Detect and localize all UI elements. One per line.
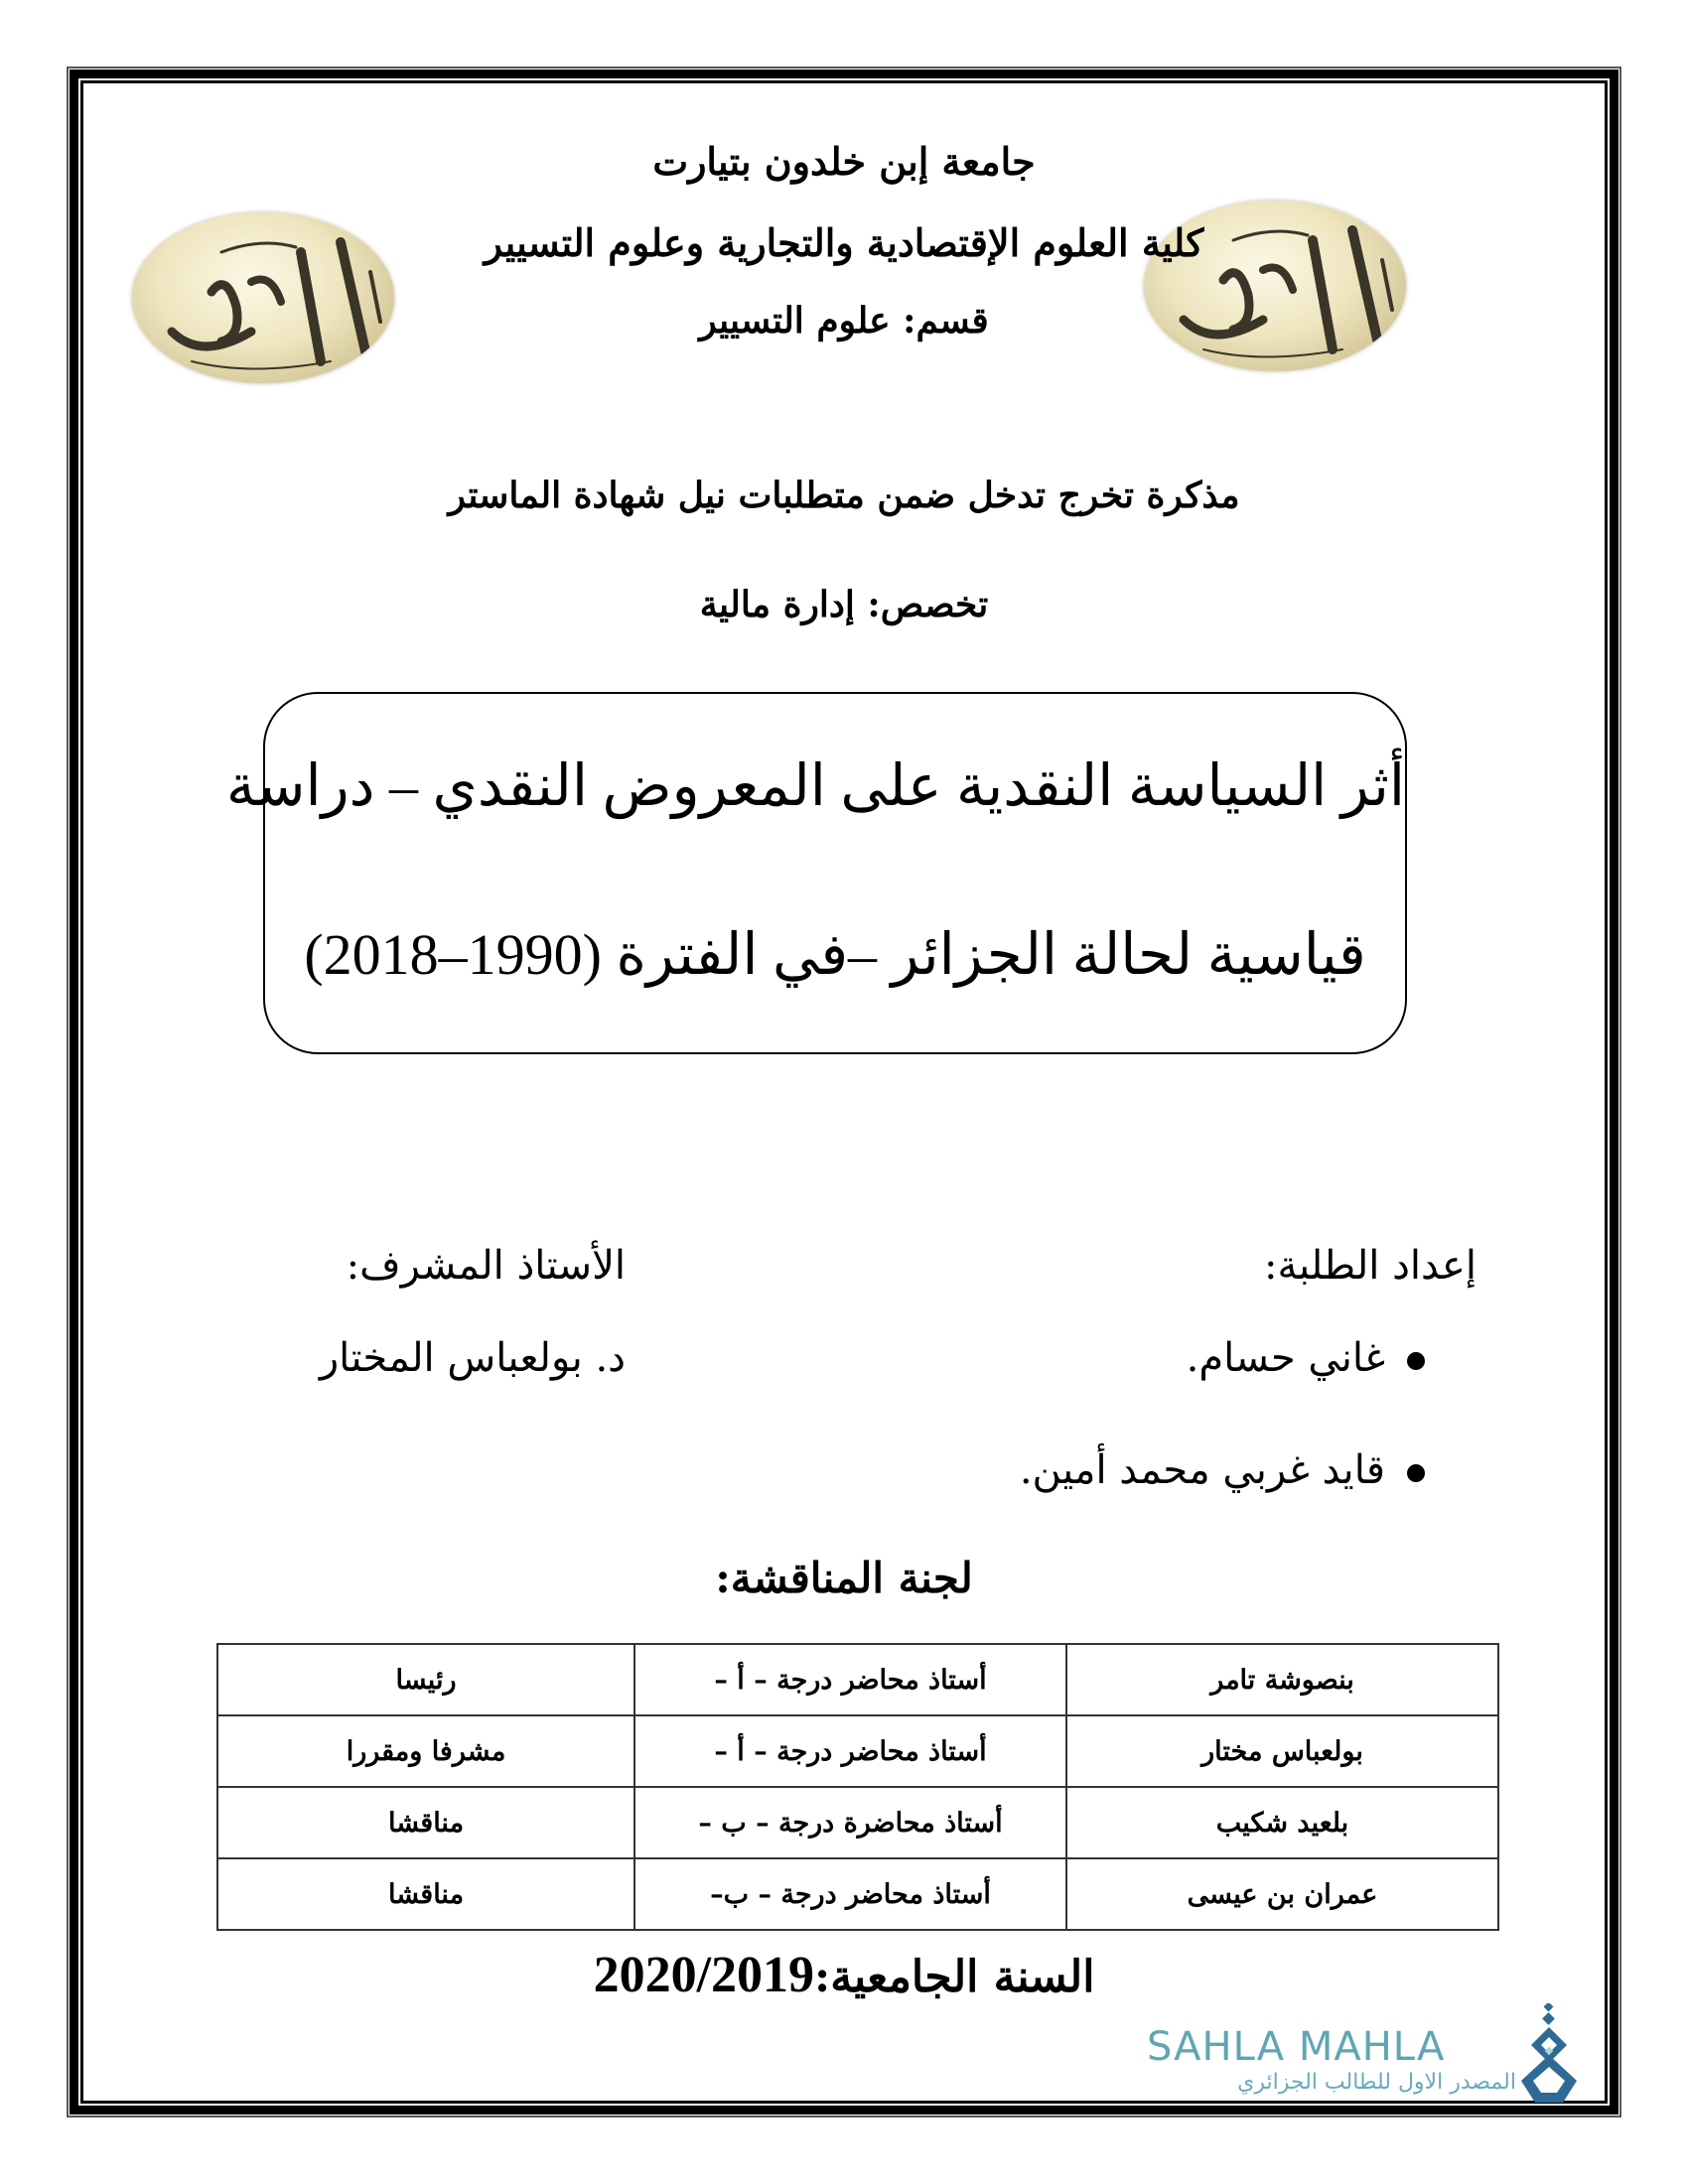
bullet-icon bbox=[1407, 1352, 1425, 1370]
student-item bbox=[1020, 1447, 1425, 1493]
university-name: جامعة إبن خلدون بتيارت bbox=[652, 139, 1036, 184]
specialty: تخصص: إدارة مالية bbox=[699, 584, 989, 625]
department-name: قسم: علوم التسيير bbox=[699, 300, 989, 341]
committee-table bbox=[216, 1643, 1499, 1931]
academic-year bbox=[0, 1946, 1688, 2004]
member-name: بولعباس مختار bbox=[1066, 1715, 1498, 1787]
memo-statement: مذكرة تخرج تدخل ضمن متطلبات نيل شهادة الماستر bbox=[448, 475, 1240, 516]
table-row bbox=[217, 1787, 1498, 1858]
student-name: غاني حسام. bbox=[1186, 1335, 1385, 1381]
brand-name: SAHLA MAHLA bbox=[1147, 2024, 1446, 2070]
thesis-title-line-2: قياسية لحالة الجزائر –في الفترة (1990–2018) bbox=[304, 922, 1366, 987]
member-rank: أستاذ محاضر درجة – أ – bbox=[634, 1644, 1066, 1715]
student-item bbox=[1187, 1335, 1425, 1381]
member-name: بلعيد شكيب bbox=[1066, 1787, 1498, 1858]
member-role: مناقشا bbox=[217, 1858, 634, 1930]
member-name: عمران بن عيسى bbox=[1066, 1858, 1498, 1930]
member-role: مشرفا ومقررا bbox=[217, 1715, 634, 1787]
academic-year-value: 2020/2019 bbox=[593, 1947, 815, 2003]
bullet-icon bbox=[1407, 1464, 1425, 1482]
member-role: مناقشا bbox=[217, 1787, 634, 1858]
table-row bbox=[217, 1858, 1498, 1930]
member-name: بنصوشة تامر bbox=[1066, 1644, 1498, 1715]
thesis-title-box bbox=[225, 692, 1407, 1054]
sahla-mahla-logo-icon bbox=[1519, 2003, 1579, 2108]
table-row bbox=[217, 1715, 1498, 1787]
thesis-title-line-1: أثر السياسة النقدية على المعروض النقدي – دراسة bbox=[225, 753, 1405, 818]
watermark-brand bbox=[1147, 2025, 1524, 2097]
committee-heading: لجنة المناقشة: bbox=[715, 1554, 973, 1602]
prepared-by-label: إعداد الطلبة: bbox=[1264, 1243, 1477, 1289]
student-name: قايد غربي محمد أمين. bbox=[1019, 1447, 1385, 1493]
academic-year-label: السنة الجامعية: bbox=[814, 1952, 1095, 2002]
supervisor-label: الأستاذ المشرف: bbox=[346, 1243, 626, 1289]
faculty-name: كلية العلوم الإقتصادية والتجارية وعلوم التسيير bbox=[484, 220, 1204, 265]
member-rank: أستاذ محاضرة درجة – ب – bbox=[634, 1787, 1066, 1858]
table-row bbox=[217, 1644, 1498, 1715]
supervisor-name: د. بولعباس المختار bbox=[319, 1335, 626, 1381]
member-role: رئيسا bbox=[217, 1644, 634, 1715]
brand-tagline: المصدر الاول للطالب الجزائري bbox=[1237, 2070, 1516, 2095]
member-rank: أستاذ محاضر درجة – ب– bbox=[634, 1858, 1066, 1930]
member-rank: أستاذ محاضر درجة – أ – bbox=[634, 1715, 1066, 1787]
